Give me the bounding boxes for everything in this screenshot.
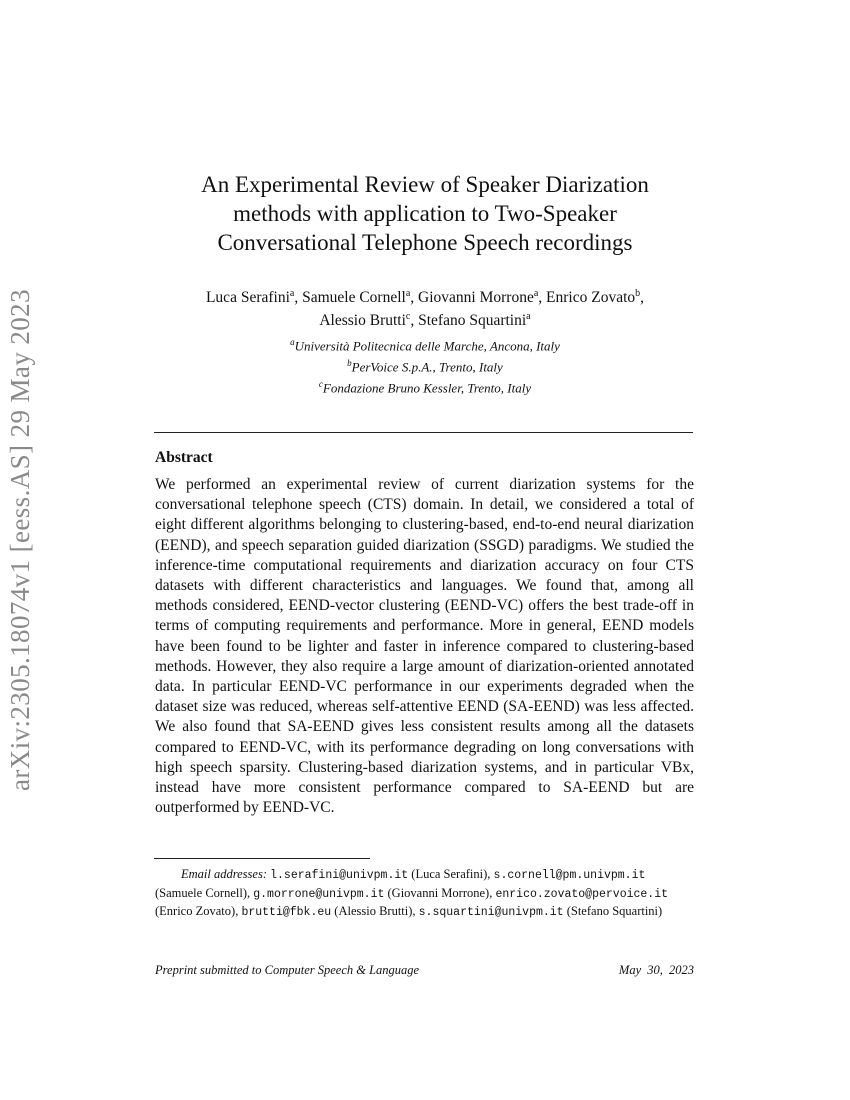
email-owner: (Alessio Brutti) xyxy=(334,904,413,918)
header-rule xyxy=(154,432,693,433)
author-affil-mark: a xyxy=(289,288,295,299)
email-link[interactable]: l.serafini@univpm.it xyxy=(270,869,409,882)
email-owner: (Enrico Zovato) xyxy=(155,904,236,918)
title-line: An Experimental Review of Speaker Diarization xyxy=(201,172,649,197)
email-owner: (Giovanni Morrone) xyxy=(387,885,490,900)
title-line: methods with application to Two-Speaker xyxy=(233,201,617,226)
email-link[interactable]: g.morrone@univpm.it xyxy=(253,887,385,901)
email-link[interactable]: brutti@fbk.eu xyxy=(241,906,332,919)
author-affil-mark: a xyxy=(405,288,411,299)
affiliation: $^a$Università Politecnica delle Marche, Ancona, Italy xyxy=(290,337,560,354)
email-link[interactable]: s.cornell@pm.univpm.it xyxy=(493,869,646,882)
email-link[interactable]: s.squartini@univpm.it xyxy=(418,906,564,919)
author-affil-mark: b xyxy=(635,288,641,299)
abstract-text: We performed an experimental review of current diarization systems for the conversational telephone speech (CTS) domain. In detail, we considered a total of eight different algorithms belonging to clustering-based, end-to-end neural diarization (EEND), and speech separation guided diarization (SSGD) paradigms. We studied the inference-time computational requirements and diarization accuracy on four CTS datasets with different characteristics and languages. We found that, among all methods considered, EEND-vector clustering (EEND-VC) offers the best trade-off in terms of computing requirements and performance. More in general, EEND models have been found to be lighter and faster in inference compared to clustering-based methods. However, they also require a large amount of diarization-oriented annotated data. In particular EEND-VC performance in our experiments degraded when the dataset size was reduced, whereas self-attentive EEND (SA-EEND) was less affected. We also found that SA-EEND gives less consistent results among all the datasets compared to EEND-VC, with its performance degrading on long conversations with high speech sparsity. Clustering-based diarization systems, and in particular VBx, instead have more consistent performance compared to SA-EEND but are outperformed by EEND-VC. xyxy=(155,476,694,817)
preprint-note: Preprint submitted to Computer Speech & Language xyxy=(155,963,420,977)
author-affil-mark: a xyxy=(526,311,531,323)
email-owner: (Samuele Cornell) xyxy=(155,885,247,900)
author-name: Enrico Zovato xyxy=(546,289,636,307)
author-affil-mark: a xyxy=(533,288,539,299)
author-name: Giovanni Morrone xyxy=(418,289,534,307)
arxiv-stamp: arXiv:2305.18074v1 [eess.AS] 29 May 2023 xyxy=(5,289,35,791)
title-line: Conversational Telephone Speech recordings xyxy=(217,230,633,255)
author-name: Alessio Brutti xyxy=(319,312,406,330)
email-link[interactable]: enrico.zovato@pervoice.it xyxy=(495,887,668,901)
author-list: Luca Serafini$^a$, Samuele Cornell$^a$, Giovanni Morrone$^a$, Enrico Zovato$^b$, Alessio Brutti$^c$, Stefano Squartini$^a$ xyxy=(205,288,645,330)
author-affil-mark: c xyxy=(405,311,411,323)
email-owner: (Stefano Squartini) xyxy=(566,904,663,918)
author-name: Stefano Squartini xyxy=(418,312,527,330)
paper-title xyxy=(150,170,700,257)
email-footnote: Email addresses: l.serafini@univpm.it (Luca Serafini), s.cornell@pm.univpm.it (Samuele Cornell), g.morrone@univpm.it (Giovanni Morrone), enrico.zovato@pervoice.it (Enrico Zovato), brutti@fbk.eu (Alessio Brutti), s.squartini@univpm.it (Stefano Squartini) xyxy=(155,867,668,919)
preprint-date: May 30, 2023 xyxy=(618,963,694,977)
footnote-label: Email addresses: xyxy=(181,867,267,881)
author-name: Luca Serafini xyxy=(205,289,290,307)
email-owner: (Luca Serafini) xyxy=(411,867,488,881)
affiliation: $^c$Fondazione Bruno Kessler, Trento, Italy xyxy=(318,378,532,395)
affiliation-list xyxy=(150,334,700,396)
footnote-rule xyxy=(154,858,370,859)
affiliation: $^b$PerVoice S.p.A., Trento, Italy xyxy=(347,357,503,375)
abstract-heading: Abstract xyxy=(155,449,213,466)
author-name: Samuele Cornell xyxy=(302,289,406,307)
